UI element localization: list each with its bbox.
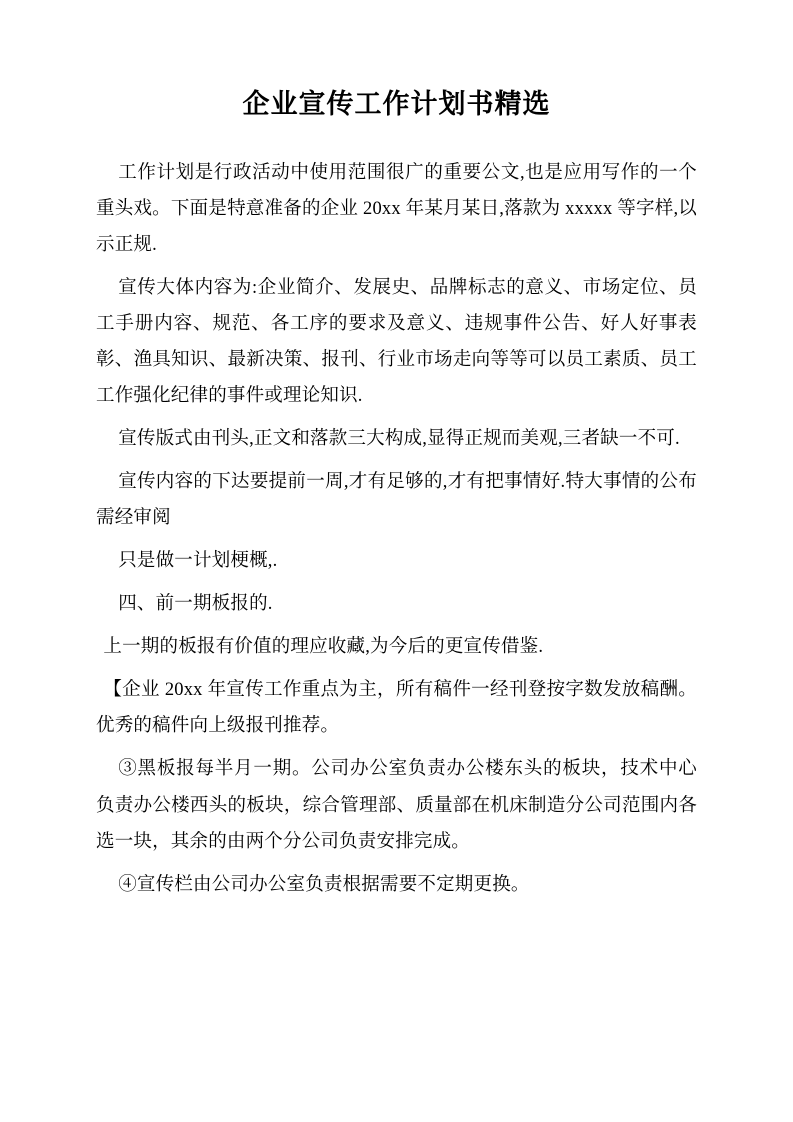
paragraph-9: ③黑板报每半月一期。公司办公室负责办公楼东头的板块，技术中心负责办公楼西头的板块，综合管理部、质量部在机床制造分公司范围内各选一块，其余的由两个分公司负责安排完成。 <box>96 759 697 852</box>
paragraph-6: 四、前一期板报的. <box>118 594 273 615</box>
paragraph-4: 宣传内容的下达要提前一周,才有足够的,才有把事情好.特大事情的公布需经审阅 <box>96 472 697 529</box>
paragraph-3: 宣传版式由刊头,正文和落款三大构成,显得正规而美观,三者缺一不可. <box>118 428 680 449</box>
paragraph-5: 只是做一计划梗概,. <box>118 551 278 572</box>
paragraph-10: ④宣传栏由公司办公室负责根据需要不定期更换。 <box>118 874 530 895</box>
paragraph-7: 上一期的板报有价值的理应收藏,为今后的更宣传借鉴. <box>103 637 544 658</box>
page-title: 企业宣传工作计划书精选 <box>242 89 551 119</box>
paragraph-1: 工作计划是行政活动中使用范围很广的重要公文,也是应用写作的一个重头戏。下面是特意准备的企业 20xx 年某月某日,落款为 xxxxx 等字样,以示正规. <box>96 162 697 255</box>
paragraph-8: 【企业 20xx 年宣传工作重点为主，所有稿件一经刊登按字数发放稿酬。优秀的稿件向上级报刊推荐。 <box>96 680 697 737</box>
paragraph-2: 宣传大体内容为:企业简介、发展史、品牌标志的意义、市场定位、员工手册内容、规范、各工序的要求及意义、违规事件公告、好人好事表彰、渔具知识、最新决策、报刊、行业市场走向等等可以员工素质、员工工作强化纪律的事件或理论知识. <box>96 277 697 406</box>
